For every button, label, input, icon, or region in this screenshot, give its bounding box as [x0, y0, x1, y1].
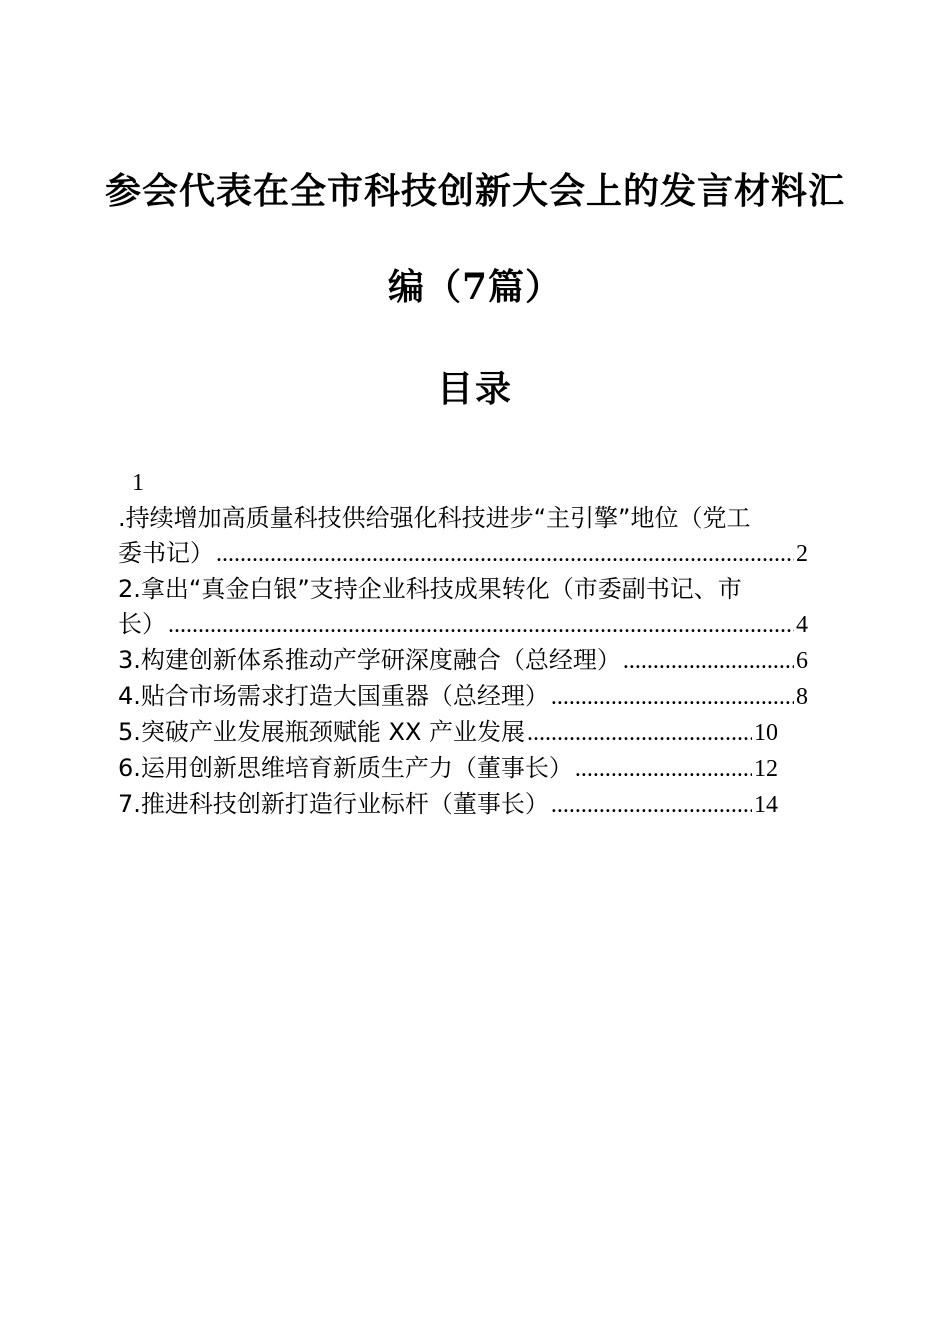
toc-entry-5[interactable] — [118, 715, 778, 751]
toc-entry-1[interactable] — [118, 501, 830, 572]
toc-entry-4-page: 8 — [796, 684, 808, 710]
toc-entry-1-number: 1 — [132, 470, 144, 496]
table-of-contents — [118, 466, 830, 823]
toc-entry-7-page: 14 — [754, 792, 778, 818]
document-title-line-2: 编（7篇） — [387, 266, 563, 308]
toc-entry-4[interactable] — [118, 679, 808, 715]
toc-entry-4-label: 4.贴合市场需求打造大国重器（总经理） — [118, 682, 549, 710]
toc-entry-2-label: 2.拿出“真金白银”支持企业科技成果转化（市委副书记、市 — [118, 575, 742, 603]
toc-entry-2-page: 4 — [796, 612, 808, 638]
toc-entry-1-label: .持续增加高质量科技供给强化科技进步“主引擎”地位（党工 — [118, 504, 751, 532]
document-title-line-1: 参会代表在全市科技创新大会上的发言材料汇 — [104, 170, 845, 212]
toc-entry-7[interactable] — [118, 787, 778, 823]
toc-entry-5-label: 5.突破产业发展瓶颈赋能 XX 产业发展 — [118, 718, 526, 746]
toc-leader-dots — [575, 752, 752, 787]
toc-leader-dots — [168, 608, 794, 643]
toc-entry-3-label: 3.构建创新体系推动产学研深度融合（总经理） — [118, 646, 621, 674]
toc-leader-dots — [551, 680, 794, 715]
toc-leader-dots — [527, 716, 752, 751]
toc-entry-7-label: 7.推进科技创新打造行业标杆（董事长） — [118, 790, 549, 818]
toc-entry-6-page: 12 — [754, 756, 778, 782]
toc-entry-1-page: 2 — [796, 541, 808, 567]
toc-heading: 目录 — [436, 368, 513, 410]
toc-entry-6[interactable] — [118, 751, 778, 787]
toc-entry-3[interactable] — [118, 643, 808, 679]
toc-leader-dots — [216, 537, 794, 572]
toc-entry-3-page: 6 — [796, 648, 808, 674]
toc-entry-1-label-cont: 委书记） — [118, 539, 214, 567]
toc-entry-5-page: 10 — [754, 720, 778, 746]
toc-entry-2[interactable] — [118, 572, 830, 643]
toc-leader-dots — [551, 788, 752, 823]
toc-entry-2-label-cont: 长） — [118, 610, 166, 638]
toc-entry-6-label: 6.运用创新思维培育新质生产力（董事长） — [118, 754, 573, 782]
toc-leader-dots — [623, 644, 794, 679]
